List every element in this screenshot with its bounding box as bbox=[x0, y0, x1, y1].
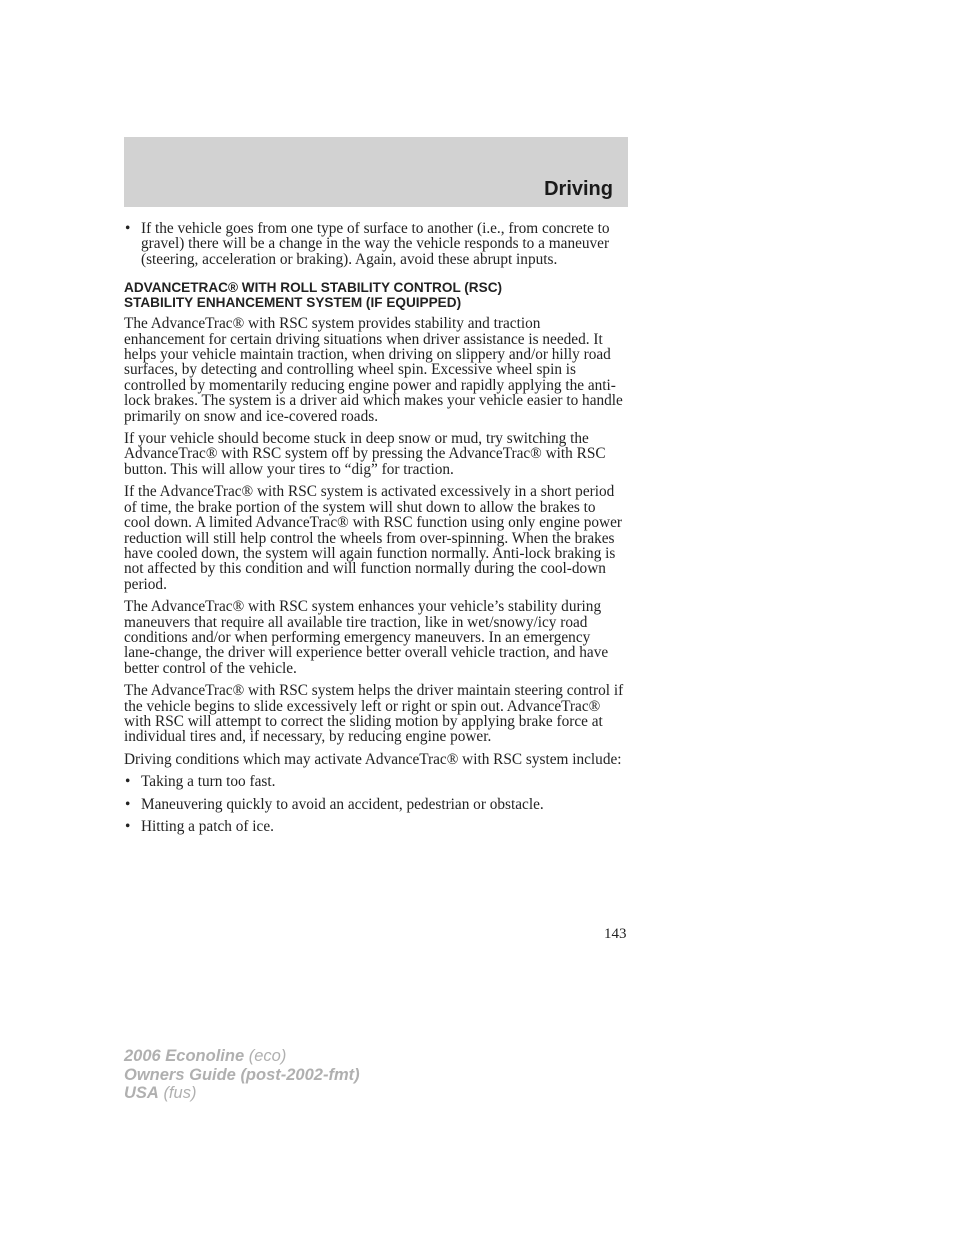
list-item bbox=[124, 819, 624, 834]
bullet-dot: • bbox=[125, 220, 131, 237]
page-number: 143 bbox=[604, 926, 627, 942]
bullet-dot: • bbox=[125, 818, 131, 835]
list-item-text: Maneuvering quickly to avoid an accident, pedestrian or obstacle. bbox=[141, 795, 544, 813]
page-content bbox=[124, 221, 624, 841]
intro-bullet-item bbox=[124, 221, 624, 267]
footer-guide: Owners Guide (post-2002-fmt) bbox=[124, 1065, 360, 1084]
list-item bbox=[124, 797, 624, 812]
footer-line-model bbox=[124, 1047, 360, 1066]
section-heading-line2: STABILITY ENHANCEMENT SYSTEM (IF EQUIPPED) bbox=[124, 295, 462, 311]
section-title: Driving bbox=[544, 178, 613, 200]
list-item-text: Taking a turn too fast. bbox=[141, 773, 276, 791]
footer-region: USA bbox=[124, 1084, 159, 1102]
list-item bbox=[124, 774, 624, 789]
footer-line-region bbox=[124, 1084, 360, 1103]
section-heading-line1: ADVANCETRAC® WITH ROLL STABILITY CONTROL (RSC) bbox=[124, 280, 503, 296]
paragraph-2: If your vehicle should become stuck in deep snow or mud, try switching the AdvanceTrac® with RSC system off by pressing the AdvanceTrac® with RSC button. This will allow your tires to “dig” for traction. bbox=[124, 430, 606, 478]
document-footer bbox=[124, 1047, 360, 1103]
bullet-dot: • bbox=[125, 773, 131, 791]
list-item-text: Hitting a patch of ice. bbox=[141, 818, 274, 835]
section-header-band bbox=[124, 137, 628, 207]
paragraph-3: If the AdvanceTrac® with RSC system is activated excessively in a short period of time, the brake portion of the system will shut down to allow the brakes to cool down. A limited AdvanceTrac® with RSC function using only engine power reduction will still help control the wheels from over-spinning. When the brakes have cooled down, the system will again function normally. Anti-lock braking is not affected by this condition and will function normally during the cool-down period. bbox=[124, 483, 622, 593]
bullet-dot: • bbox=[125, 795, 131, 813]
paragraph-4: The AdvanceTrac® with RSC system enhances your vehicle’s stability during maneuvers that require all available tire traction, like in wet/snowy/icy road conditions and/or when performing emergency maneuvers. In an emergency lane-change, the driver will experience better overall vehicle traction, and have better control of the vehicle. bbox=[124, 598, 609, 677]
paragraph-6: Driving conditions which may activate AdvanceTrac® with RSC system include: bbox=[124, 750, 622, 768]
footer-line-guide bbox=[124, 1066, 360, 1085]
footer-model: 2006 Econoline bbox=[124, 1047, 245, 1065]
footer-region-code: (fus) bbox=[163, 1084, 197, 1102]
section-heading bbox=[124, 280, 624, 310]
paragraph-1: The AdvanceTrac® with RSC system provides stability and traction enhancement for certain driving situations when driver assistance is needed. It helps your vehicle maintain traction, when driving on slippery and/or hilly road surfaces, by detecting and controlling wheel spin. Excessive wheel spin is controlled by momentarily reducing engine power and rapidly applying the anti-lock brakes. The system is a driver aid which makes your vehicle easier to handle primarily on snow and ice-covered roads. bbox=[124, 315, 623, 425]
intro-bullet-text: If the vehicle goes from one type of surface to another (i.e., from concrete to gravel) there will be a change in the way the vehicle responds to a maneuver (steering, acceleration or braking). Again, avoid these abrupt inputs. bbox=[141, 220, 610, 268]
footer-model-code: (eco) bbox=[248, 1047, 287, 1065]
paragraph-5: The AdvanceTrac® with RSC system helps the driver maintain steering control if the vehicle begins to slide excessively left or right or spin out. AdvanceTrac® with RSC will attempt to correct the sliding motion by applying brake force at individual tires and, if necessary, by reducing engine power. bbox=[124, 682, 624, 746]
